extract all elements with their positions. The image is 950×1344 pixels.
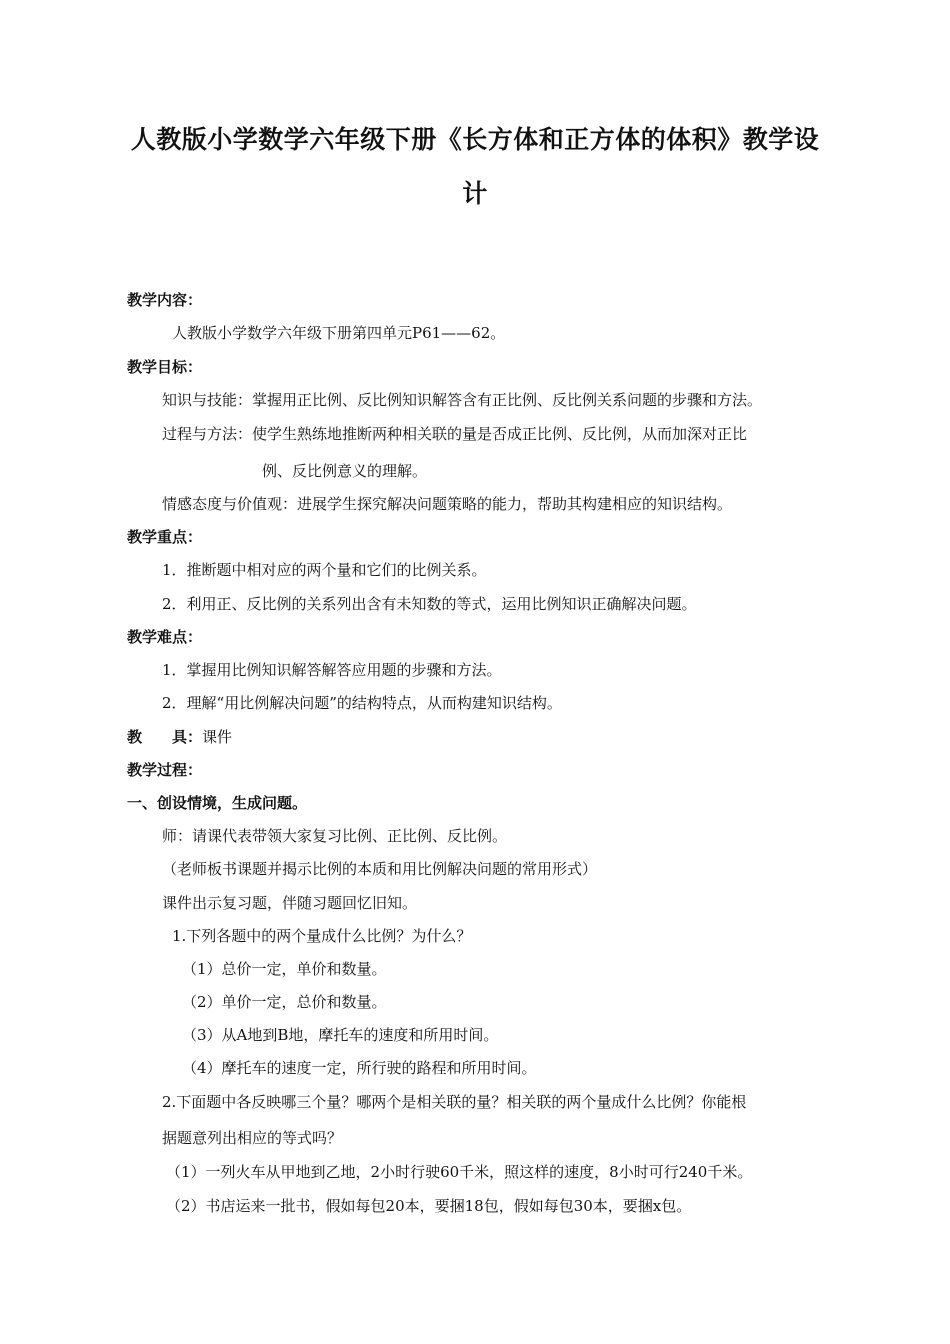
question-2-line-1: 2.下面题中各反映哪三个量？哪两个是相关联的量？相关联的两个量成什么比例？你能根 [162, 1093, 747, 1111]
goal-process-line-2: 例、反比例意义的理解。 [262, 462, 428, 480]
goal-process-line-1: 过程与方法：使学生熟练地推断两种相关联的量是否成正比例、反比例，从而加深对正比 [162, 425, 748, 443]
question-2-line-2: 据题意列出相应的等式吗？ [162, 1129, 343, 1147]
teacher-note: （老师板书课题并揭示比例的本质和用比例解决问题的常用形式） [162, 860, 598, 878]
question-1: 1.下列各题中的两个量成什么比例？为什么？ [172, 927, 472, 945]
tools-heading: 教 具： [127, 728, 203, 746]
difficulty-2: 2．理解“用比例解决问题”的结构特点，从而构建知识结构。 [162, 694, 562, 712]
section-heading-difficulties: 教学难点： [127, 628, 203, 646]
question-1-item-1: （1）总价一定，单价和数量。 [182, 960, 387, 978]
question-1-item-2: （2）单价一定，总价和数量。 [182, 993, 387, 1011]
content-text: 人教版小学数学六年级下册第四单元P61——62。 [172, 324, 506, 342]
question-2-item-1: （1）一列火车从甲地到乙地，2小时行驶60千米，照这样的速度，8小时可行240千米。 [166, 1163, 753, 1181]
courseware-line: 课件出示复习题，伴随习题回忆旧知。 [162, 894, 418, 912]
tools-row [127, 727, 232, 747]
question-2-item-2: （2）书店运来一批书，假如每包20本，要捆18包，假如每包30本，要捆x包。 [166, 1197, 692, 1215]
teacher-line: 师：请课代表带领大家复习比例、正比例、反比例。 [162, 827, 508, 845]
section-1-heading: 一、创设情境，生成问题。 [127, 794, 308, 812]
document-title-line-2: 计 [462, 179, 488, 208]
section-heading-content: 教学内容： [127, 291, 203, 309]
key-point-2: 2．利用正、反比例的关系列出含有未知数的等式，运用比例知识正确解决问题。 [162, 595, 697, 613]
section-heading-process: 教学过程： [127, 761, 203, 779]
question-1-item-4: （4）摩托车的速度一定，所行驶的路程和所用时间。 [182, 1059, 537, 1077]
difficulty-1: 1．掌握用比例知识解答解答应用题的步骤和方法。 [162, 661, 502, 679]
section-heading-key-points: 教学重点： [127, 528, 203, 546]
goal-emotion: 情感态度与价值观：进展学生探究解决问题策略的能力，帮助其构建相应的知识结构。 [162, 495, 733, 513]
key-point-1: 1．推断题中相对应的两个量和它们的比例关系。 [162, 561, 487, 579]
question-1-item-3: （3）从A地到B地，摩托车的速度和所用时间。 [182, 1026, 499, 1044]
document-title-line-1: 人教版小学数学六年级下册《长方体和正方体的体积》教学设 [130, 125, 820, 154]
tools-text: 课件 [202, 728, 233, 746]
goal-knowledge: 知识与技能：掌握用正比例、反比例知识解答含有正比例、反比例关系问题的步骤和方法。 [162, 391, 763, 409]
section-heading-goals: 教学目标： [127, 358, 203, 376]
